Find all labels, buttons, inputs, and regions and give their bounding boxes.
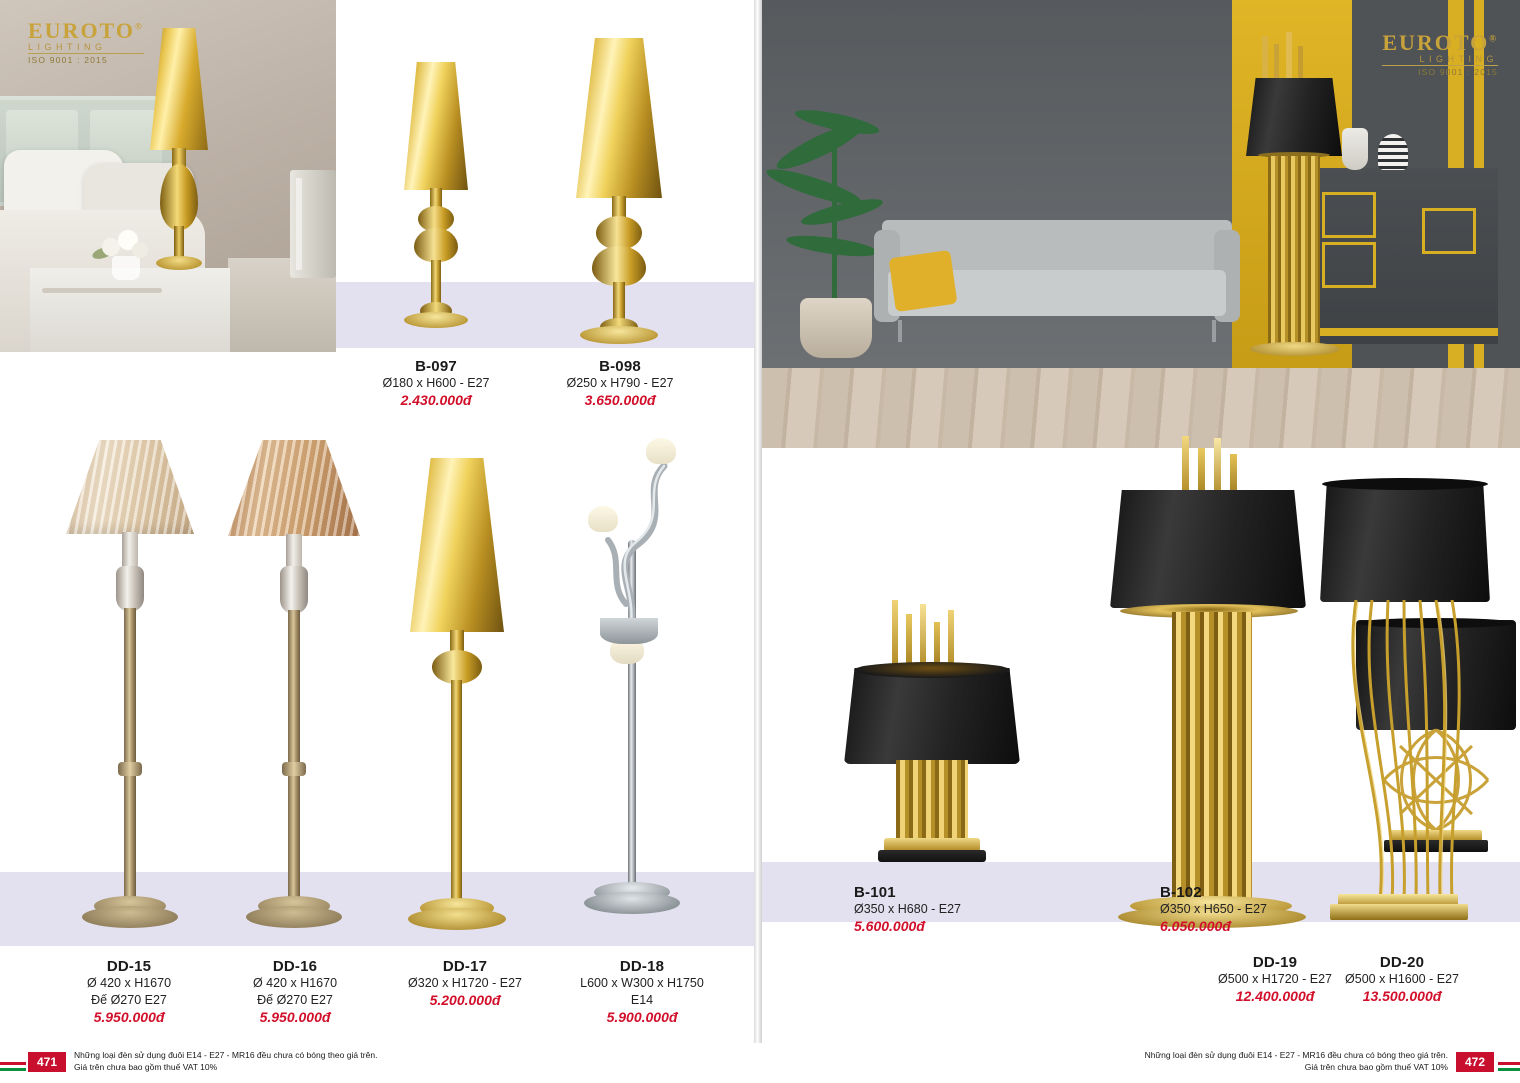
page-number-right: 472 xyxy=(1456,1052,1494,1072)
product-label-dd-15 xyxy=(44,958,214,1025)
brand-name: EUROTO® xyxy=(1382,30,1498,55)
footer-note-left-line2: Giá trên chưa bao gồm thuế VAT 10% xyxy=(74,1061,218,1072)
product-code: B-102 xyxy=(1160,884,1202,901)
product-spec-line1: Ø 420 x H1670 xyxy=(252,976,338,990)
product-label-dd-16 xyxy=(210,958,380,1025)
product-spec: Ø350 x H680 - E27 xyxy=(854,902,962,916)
product-price: 5.200.000đ xyxy=(429,991,501,1008)
brand-name: EUROTO® xyxy=(28,18,144,43)
product-label-dd-17 xyxy=(380,958,550,1008)
brand-tagline: LIGHTING xyxy=(28,42,107,52)
product-price: 5.950.000đ xyxy=(93,1008,165,1025)
lamp-head-mid xyxy=(588,506,618,532)
right-page xyxy=(762,0,1520,1083)
page-number-left: 471 xyxy=(28,1052,66,1072)
product-spec: Ø500 x H1600 - E27 xyxy=(1345,972,1459,986)
left-page xyxy=(0,0,754,1083)
vase-striped xyxy=(1378,134,1408,170)
chrome-stem-curves xyxy=(568,444,688,644)
product-label-b-097 xyxy=(356,358,516,408)
footer-note-right-line1: Những loại đèn sử dụng đuôi E14 - E27 - MR16 đều chưa có bóng theo giá trên. xyxy=(1144,1050,1448,1061)
floor-lamp-in-scene xyxy=(1240,36,1360,366)
product-price: 5.900.000đ xyxy=(606,1008,678,1025)
brand-iso: ISO 9001 : 2015 xyxy=(1382,65,1498,77)
footer xyxy=(0,1043,1520,1083)
page-spine xyxy=(754,0,762,1083)
product-price: 6.050.000đ xyxy=(1160,917,1231,934)
product-code: DD-18 xyxy=(619,958,665,975)
product-image-dd-20 xyxy=(1282,452,1502,948)
gold-table-lamp-in-scene xyxy=(130,28,222,276)
product-code: B-098 xyxy=(599,358,641,375)
product-price: 2.430.000đ xyxy=(400,391,472,408)
product-code: B-097 xyxy=(415,358,457,375)
product-price: 5.950.000đ xyxy=(259,1008,331,1025)
product-spec: Ø350 x H650 - E27 xyxy=(1160,902,1268,916)
product-image-dd-16 xyxy=(218,440,370,930)
product-spec-line1: Ø320 x H1720 - E27 xyxy=(408,976,522,990)
product-price: 13.500.000đ xyxy=(1362,987,1442,1004)
brand-logo-right xyxy=(1382,30,1498,77)
footer-note-left-line1: Những loại đèn sử dụng đuôi E14 - E27 - MR16 đều chưa có bóng theo giá trên. xyxy=(74,1050,378,1061)
brand-logo xyxy=(28,18,144,65)
living-room-scene-photo xyxy=(762,0,1520,448)
product-image-dd-18 xyxy=(548,430,698,930)
product-spec: Ø250 x H790 - E27 xyxy=(566,376,674,390)
gold-wire-stem xyxy=(1334,600,1476,900)
product-code: DD-19 xyxy=(1252,954,1298,971)
product-code: DD-17 xyxy=(442,958,488,975)
product-label-b-101 xyxy=(854,884,1084,934)
product-spec: Ø500 x H1720 - E27 xyxy=(1218,972,1332,986)
product-spec-line2: E14 xyxy=(630,992,654,1007)
product-image-dd-15 xyxy=(54,440,204,930)
product-spec: Ø180 x H600 - E27 xyxy=(382,376,490,390)
product-code: DD-15 xyxy=(106,958,152,975)
footer-note-right-line2: Giá trên chưa bao gồm thuế VAT 10% xyxy=(1304,1061,1448,1072)
footer-note-right xyxy=(1145,1050,1448,1073)
product-label-dd-20 xyxy=(1292,954,1512,1004)
product-price: 3.650.000đ xyxy=(584,391,656,408)
product-price: 5.600.000đ xyxy=(854,917,925,934)
product-spec-line2: Đế Ø270 E27 xyxy=(257,992,333,1007)
yellow-cushion xyxy=(889,250,958,312)
bedroom-scene-photo xyxy=(0,0,336,352)
product-spec-line1: L600 x W300 x H1750 xyxy=(580,976,704,990)
product-spec-line2: Đế Ø270 E27 xyxy=(91,992,167,1007)
product-label-b-102 xyxy=(1160,884,1390,934)
product-code: DD-20 xyxy=(1379,954,1425,971)
lamp-head-upper xyxy=(646,438,676,464)
product-spec-line1: Ø 420 x H1670 xyxy=(86,976,172,990)
brand-iso: ISO 9001 : 2015 xyxy=(28,53,144,65)
sofa xyxy=(882,220,1232,350)
product-image-b-097 xyxy=(382,30,490,330)
product-price: 12.400.000đ xyxy=(1235,987,1315,1004)
product-code: B-101 xyxy=(854,884,896,901)
product-label-b-098 xyxy=(540,358,700,408)
product-code: DD-16 xyxy=(272,958,318,975)
footer-note-left xyxy=(74,1050,377,1073)
product-image-dd-17 xyxy=(396,440,532,930)
product-image-b-101 xyxy=(844,600,1054,880)
product-image-b-098 xyxy=(556,20,682,332)
brand-tagline: LIGHTING xyxy=(1419,54,1498,64)
product-label-dd-18 xyxy=(552,958,732,1025)
